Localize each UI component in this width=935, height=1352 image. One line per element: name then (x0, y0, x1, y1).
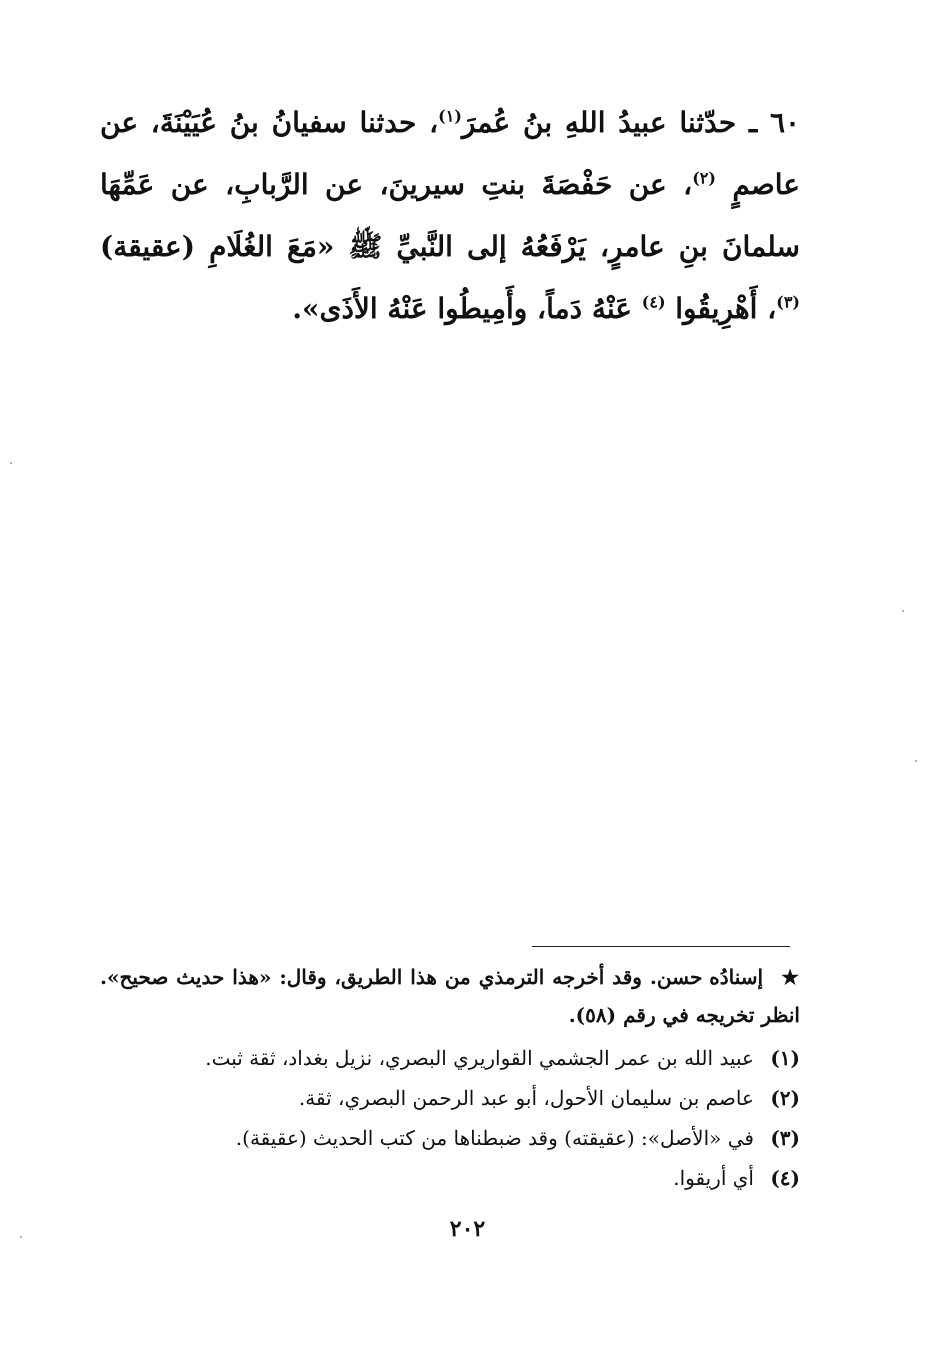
footnote-2 (100, 1078, 800, 1118)
footnote-1 (100, 1038, 800, 1078)
footnote-divider (532, 946, 790, 947)
hadith-text-part-5: عَنْهُ دَماً، وأَمِيطُوا عَنْهُ الأَذَى». (292, 292, 633, 325)
scan-speck (20, 1236, 22, 1238)
page-number: ٢٠٢ (449, 1216, 486, 1242)
footnote-ref-3: (٣) (776, 292, 800, 312)
hadith-text (100, 92, 800, 340)
footnote-star-text: إسنادُه حسن. وقد أخرجه الترمذي من هذا الطريق، وقال: «هذا حديث صحيح». انظر تخريجه في رقم (٥٨). (100, 965, 800, 1027)
hadith-number: ٦٠ ـ (748, 106, 801, 139)
hadith-text-part-2: ، حدثنا سفيانُ بنُ عُيَيْنَةَ، عن عاصمٍ (100, 106, 801, 201)
hadith-text-part-4: ، أَهْرِيقُوا (675, 292, 777, 325)
footnote-text: في «الأصل»: (عقيقته) وقد ضبطناها من كتب الحديث (عقيقة). (235, 1126, 754, 1150)
scan-speck (10, 462, 12, 464)
footnote-3 (100, 1118, 800, 1158)
footnote-4 (100, 1158, 800, 1198)
footnote-text: عبيد الله بن عمر الجشمي القواريري البصري، نزيل بغداد، ثقة ثبت. (205, 1046, 754, 1070)
scan-speck (902, 610, 904, 612)
footnote-text: أي أريقوا. (673, 1166, 754, 1190)
footnote-number: (١) (770, 1046, 800, 1070)
footnote-ref-4: (٤) (641, 292, 666, 312)
hadith-text-part-1: حدّثنا عبيدُ اللهِ بنُ عُمرَ (461, 106, 737, 139)
footnote-ref-1: (١) (438, 106, 462, 126)
scan-speck (915, 760, 917, 762)
footnote-ref-2: (٢) (692, 168, 716, 188)
footnote-number: (٤) (770, 1166, 800, 1190)
hadith-paragraph (100, 92, 800, 340)
footnote-number: (٣) (770, 1126, 800, 1150)
hadith-text-part-3: ، عن حَفْصَةَ بنتِ سيرينَ، عن الرَّبابِ، عن عَمِّهَا سلمانَ بنِ عامرٍ، يَرْفَعُهُ إلى النَّبيِّ ﷺ «مَعَ الغُلَامِ (عقيقة) (100, 168, 800, 263)
footnotes-section (100, 958, 800, 1198)
footnote-star (100, 958, 800, 1034)
footnote-number: (٢) (770, 1086, 800, 1110)
star-mark: ★ (781, 965, 800, 989)
footnote-text: عاصم بن سليمان الأحول، أبو عبد الرحمن البصري، ثقة. (298, 1086, 754, 1110)
